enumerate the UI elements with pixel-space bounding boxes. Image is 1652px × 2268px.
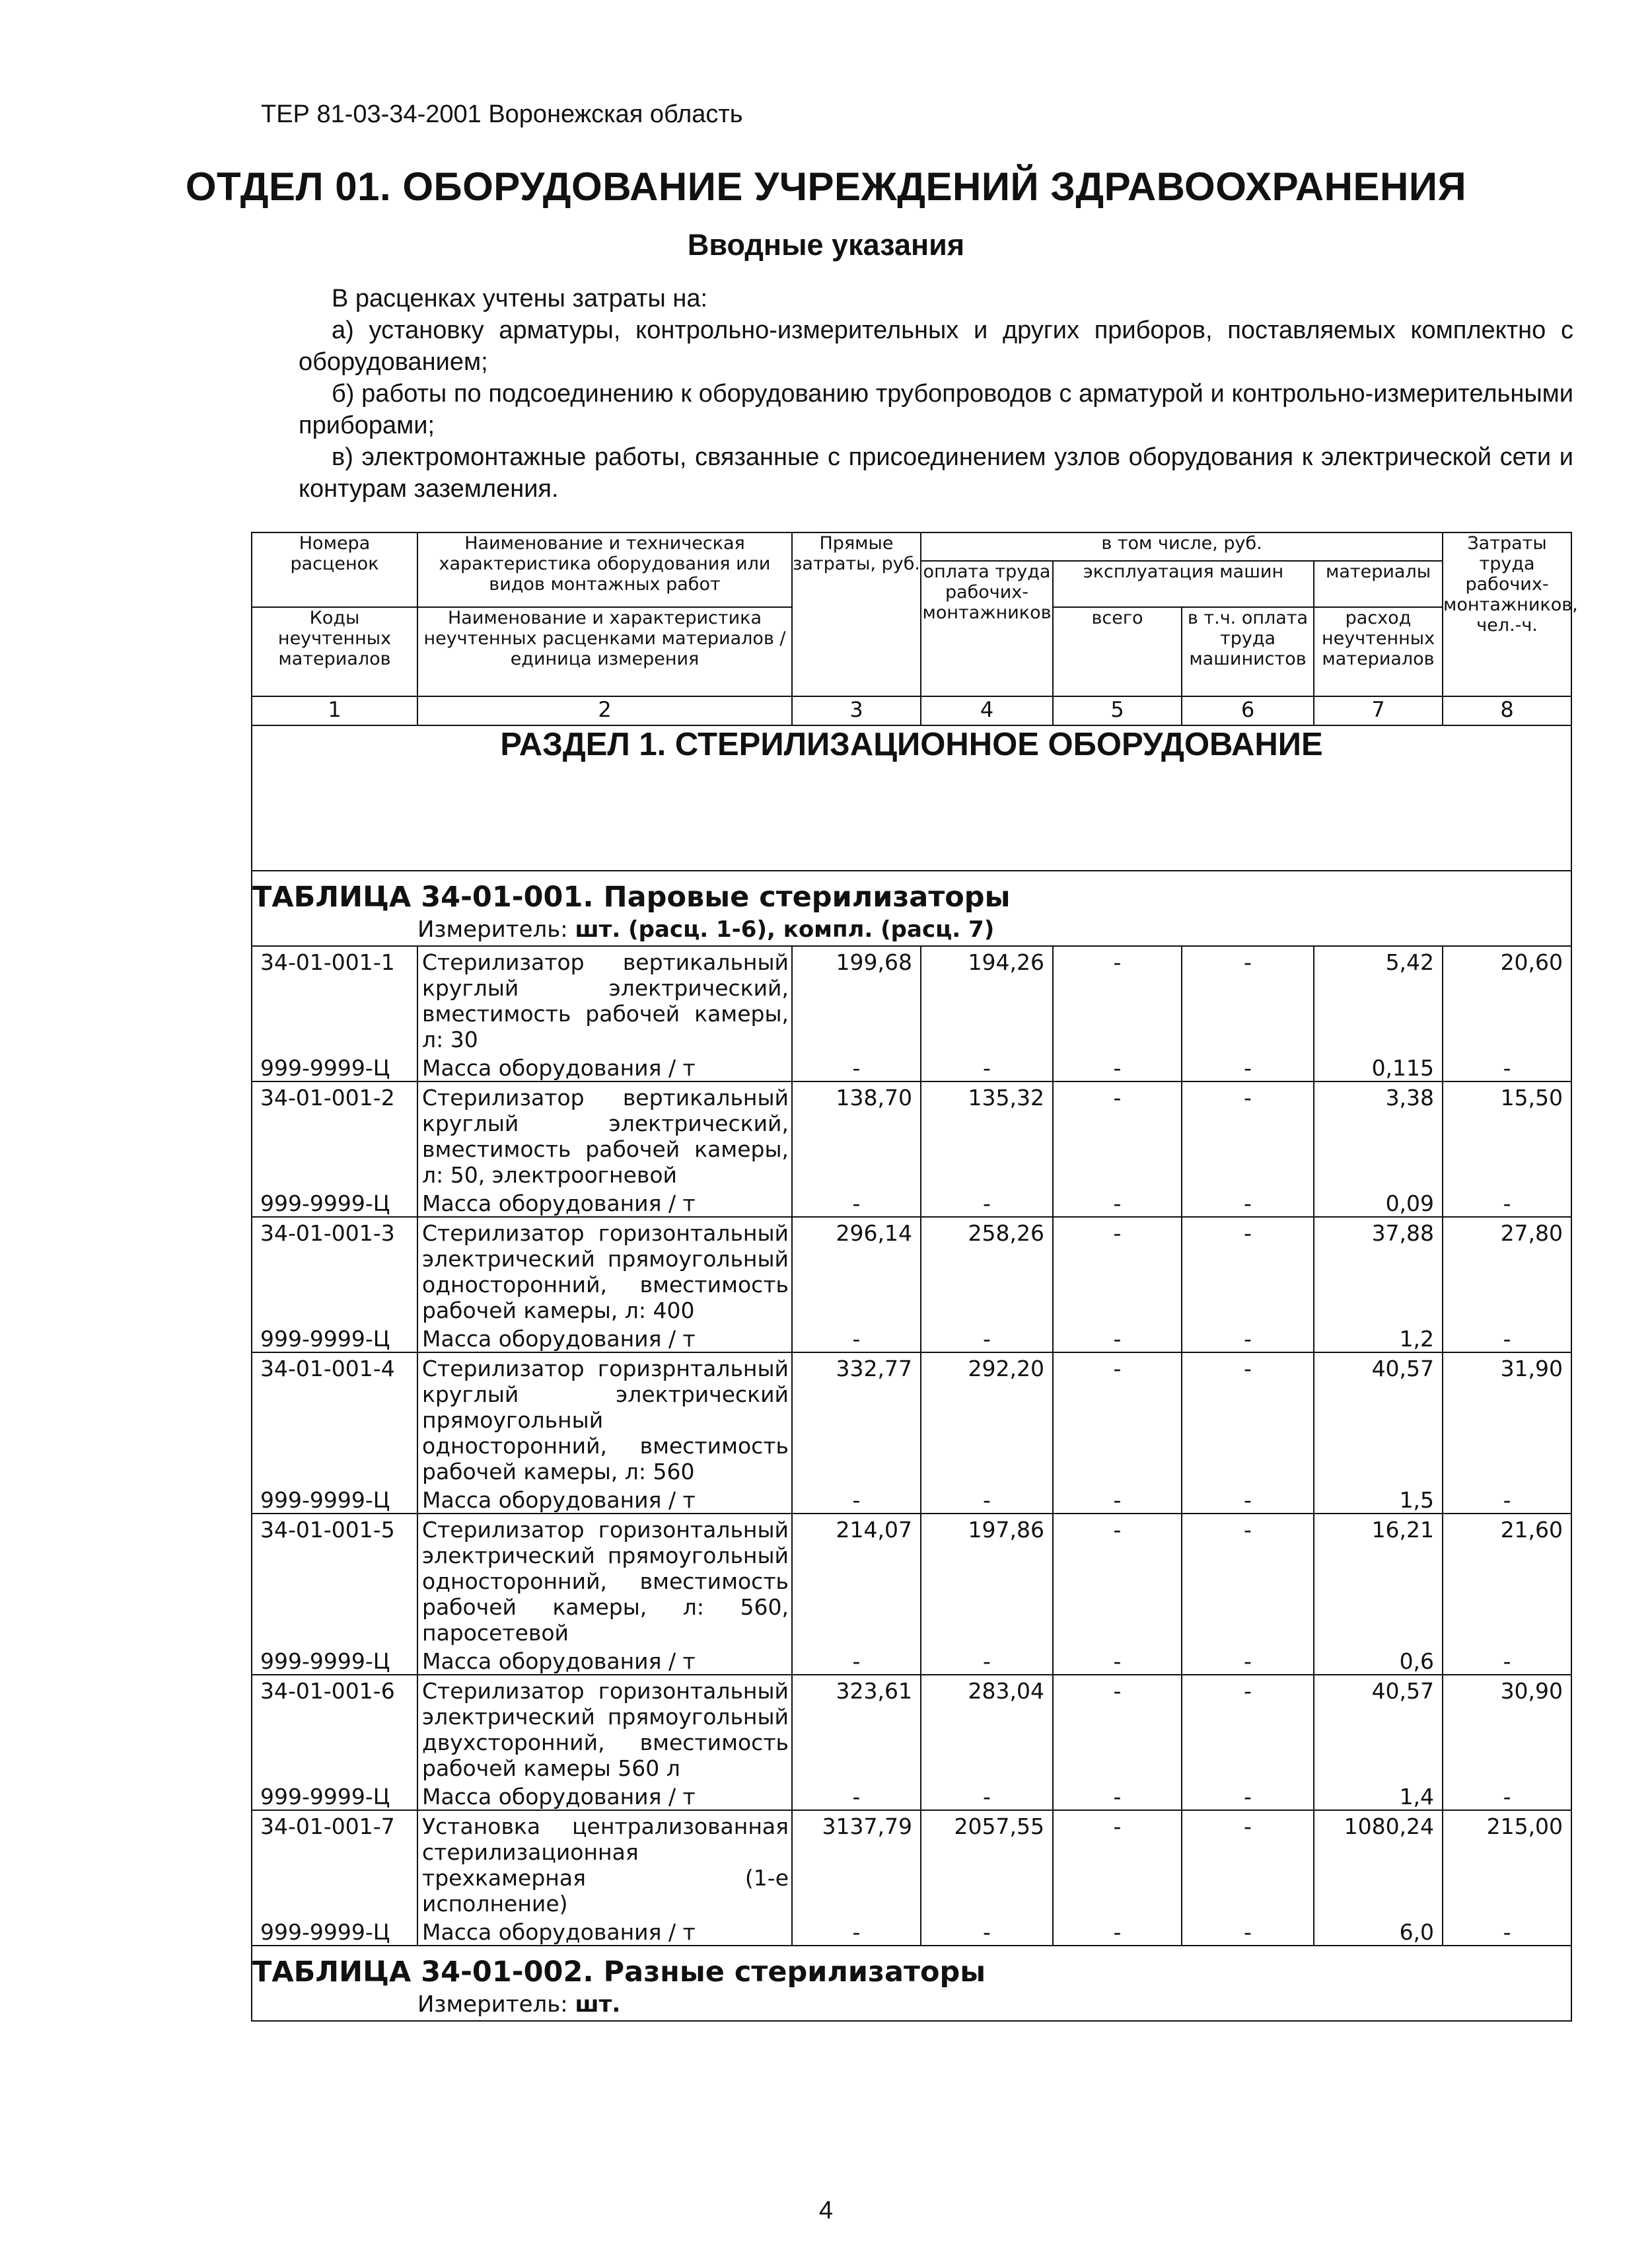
worker-pay: 292,20 — [921, 1352, 1053, 1484]
material-code: 999-9999-Ц — [252, 1917, 417, 1946]
machinist-pay: - — [1182, 946, 1314, 1052]
labor-hours: - — [1443, 1781, 1571, 1810]
machine-cost: - — [1053, 1514, 1182, 1646]
direct-cost: - — [792, 1646, 921, 1675]
table-row-material — [252, 1188, 1571, 1217]
materials-usage: 1,5 — [1314, 1484, 1443, 1514]
table-row-material — [252, 1646, 1571, 1675]
machinist-pay: - — [1182, 1052, 1314, 1081]
material-name: Масса оборудования / т — [417, 1917, 792, 1946]
intro-item-c: в) электромонтажные работы, связанные с присоединением узлов оборудования к электрической сети и контурам заземления. — [299, 443, 1573, 503]
table-row — [252, 1217, 1571, 1323]
work-description: Установка централизованная стерилизационная трехкамерная (1-е исполнение) — [417, 1810, 792, 1917]
machine-cost: - — [1053, 1323, 1182, 1352]
header-direct-costs: Прямые затраты, руб. — [792, 532, 921, 696]
header-machine-operation: эксплуатация машин — [1053, 561, 1314, 607]
table-unit — [252, 1991, 1571, 2020]
work-description: Стерилизатор горизонтальный электрический прямоугольный односторонний, вместимость рабочей камеры, л: 560, паросетевой — [417, 1514, 792, 1646]
machine-cost: - — [1053, 1646, 1182, 1675]
header-labor-hours: Затраты труда рабочих-монтажников, чел.-ч. — [1443, 532, 1571, 696]
materials-usage: 0,6 — [1314, 1646, 1443, 1675]
table-row — [252, 1352, 1571, 1484]
rates-table — [251, 532, 1578, 2022]
machine-cost: - — [1053, 1917, 1182, 1946]
column-number: 6 — [1182, 696, 1314, 725]
table-row-material — [252, 1323, 1571, 1352]
material-code: 999-9999-Ц — [252, 1188, 417, 1217]
material-name: Масса оборудования / т — [417, 1052, 792, 1081]
table-title: ТАБЛИЦА 34-01-002. Разные стерилизаторы — [252, 1956, 986, 1989]
column-number: 4 — [921, 696, 1053, 725]
work-description: Стерилизатор вертикальный круглый электрический, вместимость рабочей камеры, л: 50, электроогневой — [417, 1081, 792, 1188]
materials-cost: 3,38 — [1314, 1081, 1443, 1188]
table-row — [252, 1081, 1571, 1188]
unit-value: шт. (расц. 1-6), компл. (расц. 7) — [575, 916, 995, 943]
intro-text — [299, 283, 1573, 505]
machine-cost: - — [1053, 1081, 1182, 1188]
material-name: Масса оборудования / т — [417, 1646, 792, 1675]
table-title: ТАБЛИЦА 34-01-001. Паровые стерилизаторы — [252, 881, 1011, 914]
machine-cost: - — [1053, 946, 1182, 1052]
unit-label: Измеритель: — [417, 916, 568, 943]
header-materials: материалы — [1314, 561, 1443, 607]
material-code: 999-9999-Ц — [252, 1781, 417, 1810]
machine-cost: - — [1053, 1217, 1182, 1323]
rate-code: 34-01-001-1 — [252, 946, 417, 1052]
labor-hours: 215,00 — [1443, 1810, 1571, 1917]
machinist-pay: - — [1182, 1217, 1314, 1323]
machine-cost: - — [1053, 1188, 1182, 1217]
worker-pay: 135,32 — [921, 1081, 1053, 1188]
column-number-row — [252, 696, 1571, 725]
worker-pay: 2057,55 — [921, 1810, 1053, 1917]
material-name: Масса оборудования / т — [417, 1781, 792, 1810]
machinist-pay: - — [1182, 1352, 1314, 1484]
intro-item-a: а) установку арматуры, контрольно-измерительных и других приборов, поставляемых комплектно с оборудованием; — [299, 316, 1573, 376]
page-title: ОТДЕЛ 01. ОБОРУДОВАНИЕ УЧРЕЖДЕНИЙ ЗДРАВООХРАНЕНИЯ — [185, 165, 1467, 209]
work-description: Стерилизатор вертикальный круглый электрический, вместимость рабочей камеры, л: 30 — [417, 946, 792, 1052]
table-caption — [252, 1946, 1571, 2021]
machinist-pay: - — [1182, 1188, 1314, 1217]
labor-hours: - — [1443, 1484, 1571, 1514]
materials-usage: 1,2 — [1314, 1323, 1443, 1352]
machinist-pay: - — [1182, 1514, 1314, 1646]
worker-pay: - — [921, 1323, 1053, 1352]
column-number: 5 — [1053, 696, 1182, 725]
section-title: РАЗДЕЛ 1. СТЕРИЛИЗАЦИОННОЕ ОБОРУДОВАНИЕ — [252, 725, 1571, 871]
materials-cost: 5,42 — [1314, 946, 1443, 1052]
labor-hours: 27,80 — [1443, 1217, 1571, 1323]
machine-cost: - — [1053, 1484, 1182, 1514]
labor-hours: - — [1443, 1646, 1571, 1675]
material-code: 999-9999-Ц — [252, 1052, 417, 1081]
machine-cost: - — [1053, 1675, 1182, 1781]
header-rate-numbers: Номера расценок — [252, 532, 417, 607]
table-row — [252, 1810, 1571, 1917]
machinist-pay: - — [1182, 1081, 1314, 1188]
worker-pay: - — [921, 1781, 1053, 1810]
direct-cost: 332,77 — [792, 1352, 921, 1484]
machinist-pay: - — [1182, 1646, 1314, 1675]
direct-cost: 296,14 — [792, 1217, 921, 1323]
column-number: 2 — [417, 696, 792, 725]
column-number: 3 — [792, 696, 921, 725]
materials-usage: 0,09 — [1314, 1188, 1443, 1217]
materials-cost: 40,57 — [1314, 1352, 1443, 1484]
direct-cost: - — [792, 1917, 921, 1946]
worker-pay: 283,04 — [921, 1675, 1053, 1781]
machine-cost: - — [1053, 1781, 1182, 1810]
table-unit — [252, 916, 1571, 945]
document-header: ТЕР 81-03-34-2001 Воронежская область — [261, 100, 743, 128]
material-name: Масса оборудования / т — [417, 1323, 792, 1352]
machinist-pay: - — [1182, 1484, 1314, 1514]
worker-pay: - — [921, 1917, 1053, 1946]
unit-label: Измеритель: — [417, 1991, 568, 2018]
material-name: Масса оборудования / т — [417, 1484, 792, 1514]
materials-cost: 40,57 — [1314, 1675, 1443, 1781]
machinist-pay: - — [1182, 1675, 1314, 1781]
table-row-material — [252, 1052, 1571, 1081]
header-work-name: Наименование и техническая характеристика оборудования или видов монтажных работ — [417, 532, 792, 607]
machinist-pay: - — [1182, 1917, 1314, 1946]
direct-cost: 214,07 — [792, 1514, 921, 1646]
header-material-codes: Коды неучтенных материалов — [252, 607, 417, 696]
page-number: 4 — [818, 2197, 834, 2224]
materials-usage: 1,4 — [1314, 1781, 1443, 1810]
unit-value: шт. — [575, 1991, 621, 2018]
table-row-material — [252, 1917, 1571, 1946]
labor-hours: - — [1443, 1323, 1571, 1352]
table-row-material — [252, 1484, 1571, 1514]
work-description: Стерилизатор горизрнтальный круглый электрический прямоугольный односторонний, вместимость рабочей камеры, л: 560 — [417, 1352, 792, 1484]
column-number: 8 — [1443, 696, 1571, 725]
rate-code: 34-01-001-7 — [252, 1810, 417, 1917]
machine-cost: - — [1053, 1352, 1182, 1484]
rate-code: 34-01-001-4 — [252, 1352, 417, 1484]
machine-cost: - — [1053, 1052, 1182, 1081]
table-row — [252, 1514, 1571, 1646]
worker-pay: - — [921, 1052, 1053, 1081]
page-subtitle: Вводные указания — [687, 228, 965, 262]
direct-cost: 199,68 — [792, 946, 921, 1052]
machinist-pay: - — [1182, 1810, 1314, 1917]
header-machine-total: всего — [1053, 607, 1182, 696]
worker-pay: - — [921, 1484, 1053, 1514]
rate-code: 34-01-001-3 — [252, 1217, 417, 1323]
material-code: 999-9999-Ц — [252, 1323, 417, 1352]
materials-cost: 16,21 — [1314, 1514, 1443, 1646]
material-code: 999-9999-Ц — [252, 1484, 417, 1514]
intro-lead: В расценках учтены затраты на: — [332, 285, 708, 312]
rate-code: 34-01-001-5 — [252, 1514, 417, 1646]
worker-pay: - — [921, 1646, 1053, 1675]
labor-hours: - — [1443, 1917, 1571, 1946]
labor-hours: 20,60 — [1443, 946, 1571, 1052]
table-caption — [252, 871, 1571, 946]
materials-usage: 0,115 — [1314, 1052, 1443, 1081]
column-number: 1 — [252, 696, 417, 725]
header-material-names: Наименование и характеристика неучтенных расценками материалов / единица измерения — [417, 607, 792, 696]
table-row-material — [252, 1781, 1571, 1810]
work-description: Стерилизатор горизонтальный электрический прямоугольный односторонний, вместимость рабочей камеры, л: 400 — [417, 1217, 792, 1323]
table-row — [252, 946, 1571, 1052]
work-description: Стерилизатор горизонтальный электрический прямоугольный двухсторонний, вместимость рабочей камеры 560 л — [417, 1675, 792, 1781]
intro-item-b: б) работы по подсоединению к оборудованию трубопроводов с арматурой и контрольно-измерительными приборами; — [299, 380, 1573, 439]
direct-cost: - — [792, 1323, 921, 1352]
table-row — [252, 1675, 1571, 1781]
worker-pay: 194,26 — [921, 946, 1053, 1052]
labor-hours: - — [1443, 1188, 1571, 1217]
material-name: Масса оборудования / т — [417, 1188, 792, 1217]
direct-cost: - — [792, 1484, 921, 1514]
direct-cost: 138,70 — [792, 1081, 921, 1188]
worker-pay: 258,26 — [921, 1217, 1053, 1323]
header-worker-pay: оплата труда рабочих-монтажников — [921, 561, 1053, 696]
worker-pay: - — [921, 1188, 1053, 1217]
header-material-usage: расход неучтенных материалов — [1314, 607, 1443, 696]
materials-cost: 1080,24 — [1314, 1810, 1443, 1917]
machinist-pay: - — [1182, 1323, 1314, 1352]
labor-hours: - — [1443, 1052, 1571, 1081]
material-code: 999-9999-Ц — [252, 1646, 417, 1675]
worker-pay: 197,86 — [921, 1514, 1053, 1646]
table-body — [252, 946, 1571, 1946]
rate-code: 34-01-001-2 — [252, 1081, 417, 1188]
direct-cost: 323,61 — [792, 1675, 921, 1781]
labor-hours: 31,90 — [1443, 1352, 1571, 1484]
machine-cost: - — [1053, 1810, 1182, 1917]
direct-cost: 3137,79 — [792, 1810, 921, 1917]
materials-usage: 6,0 — [1314, 1917, 1443, 1946]
labor-hours: 15,50 — [1443, 1081, 1571, 1188]
machinist-pay: - — [1182, 1781, 1314, 1810]
direct-cost: - — [792, 1052, 921, 1081]
materials-cost: 37,88 — [1314, 1217, 1443, 1323]
header-machinist-pay: в т.ч. оплата труда машинистов — [1182, 607, 1314, 696]
direct-cost: - — [792, 1781, 921, 1810]
column-number: 7 — [1314, 696, 1443, 725]
direct-cost: - — [792, 1188, 921, 1217]
labor-hours: 21,60 — [1443, 1514, 1571, 1646]
header-including: в том числе, руб. — [921, 532, 1443, 561]
labor-hours: 30,90 — [1443, 1675, 1571, 1781]
rate-code: 34-01-001-6 — [252, 1675, 417, 1781]
